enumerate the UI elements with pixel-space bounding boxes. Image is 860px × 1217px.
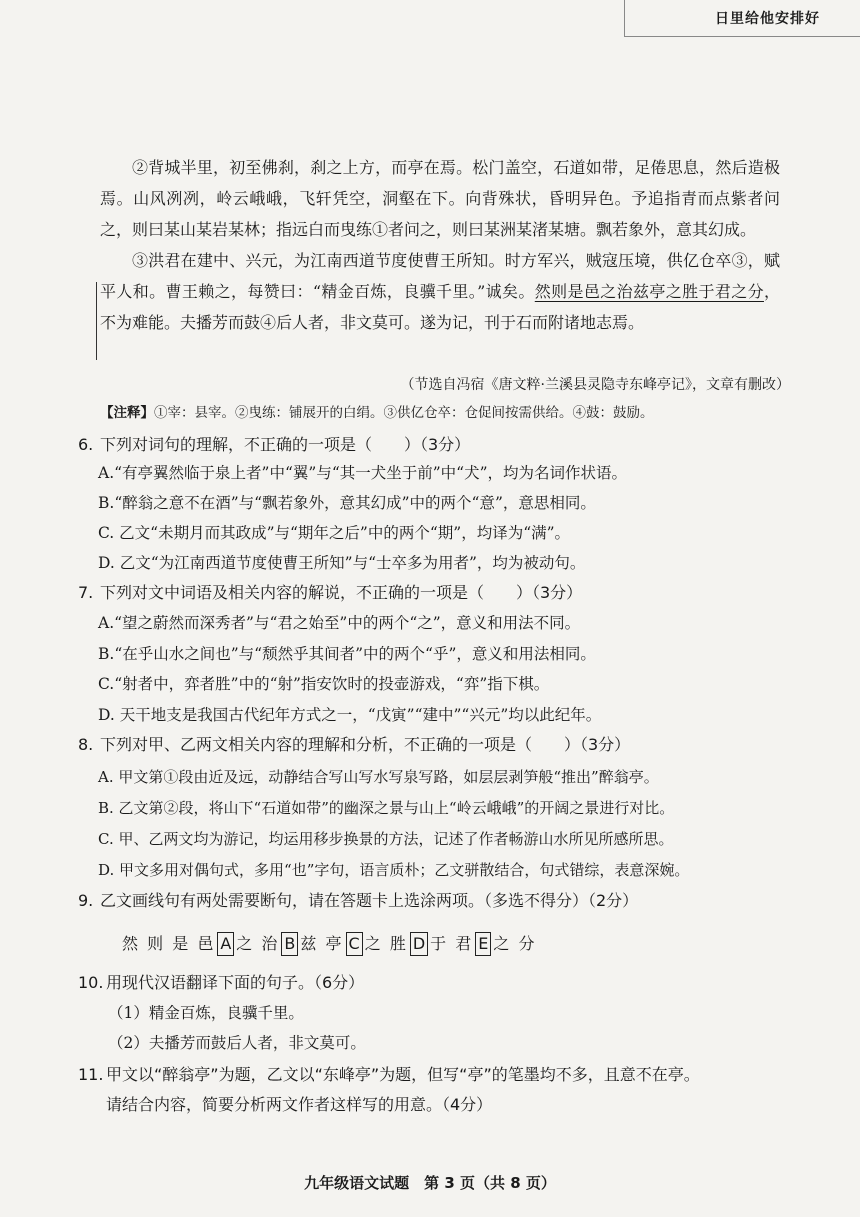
char: 之	[236, 934, 255, 953]
question-7	[78, 578, 798, 608]
passage-paragraph-2: ②背城半里，初至佛刹，刹之上方，而亭在焉。松门盖空，石道如带，足倦思息，然后造极焉。山风冽冽，岭云峨峨，飞轩凭空，洞壑在下。向背殊状，昏明异色。予追指青而点紫者问之，则曰某山某岩某林；指远白而曳练①者问之，则曰某洲某渚某塘。飘若象外，意其幻成。	[100, 158, 780, 239]
char: 然	[122, 934, 141, 953]
margin-mark	[96, 282, 97, 360]
question-10	[78, 968, 798, 998]
question-number: 7.	[78, 583, 94, 602]
question-11-line-2: 请结合内容，简要分析两文作者这样写的用意。（4分）	[106, 1095, 493, 1114]
paragraph-3-part-1: ③洪君在建中、兴元，为江南西道节度使曹王所知。时方军兴，贼寇压境，供亿仓卒③，赋平人和。曹王赖之，每赞曰：“精金百炼，良骥千里。”诚矣。	[100, 251, 780, 301]
notes-text: ①宰：县宰。②曳练：铺展开的白绢。③供亿仓卒：仓促间按需供给。④鼓：鼓励。	[154, 405, 654, 421]
passage-notes	[100, 402, 800, 424]
passage-paragraph-3	[100, 245, 780, 338]
question-6	[78, 430, 798, 460]
break-option-a[interactable]: A	[217, 932, 234, 956]
question-stem: 下列对甲、乙两文相关内容的理解和分析，不正确的一项是（ ）（3分）	[100, 735, 631, 754]
question-11	[78, 1060, 798, 1090]
q10-item-1: （1）精金百炼，良骥千里。	[108, 1004, 304, 1022]
char: 亭	[325, 934, 344, 953]
question-stem: 用现代汉语翻译下面的句子。（6分）	[106, 973, 365, 992]
question-number: 9.	[78, 891, 94, 910]
question-9	[78, 886, 798, 916]
paragraph-3-part-2: ，不为难能。夫播芳而鼓④后人者，非文莫可。遂为记，刊于石而附诸地志焉。	[100, 282, 780, 332]
break-option-d[interactable]: D	[410, 932, 428, 956]
question-number: 8.	[78, 735, 94, 754]
q10-item-2: （2）夫播芳而鼓后人者，非文莫可。	[108, 1034, 366, 1052]
question-stem: 乙文画线句有两处需要断句，请在答题卡上选涂两项。（多选不得分）（2分）	[100, 891, 639, 910]
question-8	[78, 730, 798, 760]
char: 于	[430, 934, 449, 953]
q8-option-c[interactable]: C. 甲、乙两文均为游记，均运用移步换景的方法，记述了作者畅游山水所见所感所思。	[98, 830, 674, 848]
char: 胜	[389, 934, 408, 953]
char: 之	[493, 934, 512, 953]
q7-option-c[interactable]: C.“射者中，弈者胜”中的“射”指安饮时的投壶游戏，“弈”指下棋。	[98, 675, 550, 693]
question-number: 10.	[78, 973, 104, 992]
notes-label: 【注释】	[100, 405, 154, 421]
header-note: 日里给他安排好	[715, 11, 820, 27]
char: 兹	[300, 934, 319, 953]
underlined-sentence: 然则是邑之治兹亭之胜于君之分	[534, 282, 764, 301]
page-footer: 九年级语文试题 第 3 页（共 8 页）	[304, 1174, 556, 1192]
q6-option-c[interactable]: C. 乙文“未期月而其政成”与“期年之后”中的两个“期”，均译为“满”。	[98, 524, 571, 542]
sentence-break-row	[122, 930, 537, 958]
char: 之	[364, 934, 383, 953]
q8-option-d[interactable]: D. 甲文多用对偶句式，多用“也”字句，语言质朴；乙文骈散结合，句式错综，表意深婉。	[98, 861, 690, 879]
q7-option-a[interactable]: A.“望之蔚然而深秀者”与“君之始至”中的两个“之”，意义和用法不同。	[98, 614, 581, 632]
passage-source: （节选自冯宿《唐文粹·兰溪县灵隐寺东峰亭记》，文章有删改）	[400, 377, 790, 393]
break-option-b[interactable]: B	[281, 932, 298, 956]
char: 治	[261, 934, 280, 953]
q6-option-d[interactable]: D. 乙文“为江南西道节度使曹王所知”与“士卒多为用者”，均为被动句。	[98, 554, 586, 572]
question-stem: 下列对文中词语及相关内容的解说，不正确的一项是（ ）（3分）	[100, 583, 583, 602]
q7-option-b[interactable]: B.“在乎山水之间也”与“颓然乎其间者”中的两个“乎”，意义和用法相同。	[98, 645, 596, 663]
break-option-e[interactable]: E	[475, 932, 491, 956]
char: 是	[172, 934, 191, 953]
break-option-c[interactable]: C	[346, 932, 363, 956]
q8-option-a[interactable]: A. 甲文第①段由近及远，动静结合写山写水写泉写路，如层层剥笋般“推出”醉翁亭。	[98, 768, 659, 786]
q8-option-b[interactable]: B. 乙文第②段，将山下“石道如带”的幽深之景与山上“岭云峨峨”的开阔之景进行对比。	[98, 799, 675, 817]
question-stem: 甲文以“醉翁亭”为题，乙文以“东峰亭”为题，但写“亭”的笔墨均不多，且意不在亭。	[106, 1065, 700, 1084]
q6-option-a[interactable]: A.“有亭翼然临于泉上者”中“翼”与“其一犬坐于前”中“犬”，均为名词作状语。	[98, 464, 628, 482]
char: 则	[147, 934, 166, 953]
char: 邑	[197, 934, 216, 953]
passage-b	[100, 152, 780, 338]
char: 分	[518, 934, 537, 953]
q7-option-d[interactable]: D. 天干地支是我国古代纪年方式之一，“戊寅”“建中”“兴元”均以此纪年。	[98, 706, 602, 724]
q6-option-b[interactable]: B.“醉翁之意不在酒”与“飘若象外，意其幻成”中的两个“意”，意思相同。	[98, 494, 596, 512]
question-number: 11.	[78, 1065, 104, 1084]
question-stem: 下列对词句的理解，不正确的一项是（ ）（3分）	[100, 435, 471, 454]
question-number: 6.	[78, 435, 94, 454]
char: 君	[455, 934, 474, 953]
